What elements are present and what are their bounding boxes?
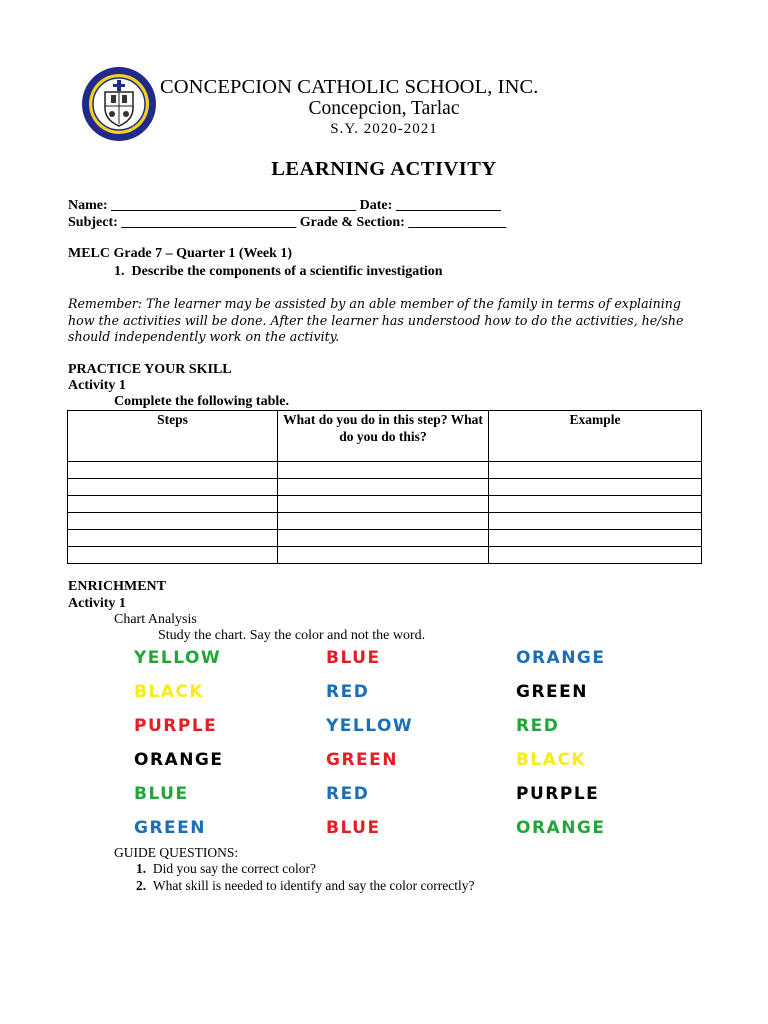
table-cell[interactable] — [278, 530, 489, 547]
color-word: PURPLE — [516, 784, 600, 804]
table-cell[interactable] — [68, 496, 278, 513]
table-cell[interactable] — [68, 530, 278, 547]
table-row — [68, 496, 702, 513]
chart-row — [134, 682, 694, 716]
table-cell[interactable] — [68, 513, 278, 530]
chart-analysis-label: Chart Analysis — [114, 612, 197, 627]
color-word: ORANGE — [516, 818, 606, 838]
color-word: YELLOW — [134, 648, 222, 668]
subject-label: Subject: — [68, 215, 122, 230]
grade-label: Grade & Section: — [296, 215, 409, 230]
color-word: YELLOW — [326, 716, 414, 736]
color-word: ORANGE — [134, 750, 224, 770]
table-cell[interactable] — [278, 547, 489, 564]
practice-activity: Activity 1 — [68, 378, 126, 393]
melc-heading: MELC Grade 7 – Quarter 1 (Week 1) — [68, 246, 293, 261]
color-word: GREEN — [134, 818, 206, 838]
table-header-row — [68, 411, 702, 462]
color-word: BLUE — [326, 648, 381, 668]
grade-field[interactable]: ______________ — [408, 215, 507, 230]
school-name: CONCEPCION CATHOLIC SCHOOL, INC. — [160, 76, 539, 98]
table-row — [68, 479, 702, 496]
header-example: Example — [489, 411, 702, 462]
table-cell[interactable] — [68, 479, 278, 496]
color-word: PURPLE — [134, 716, 218, 736]
chart-row — [134, 784, 694, 818]
table-cell[interactable] — [68, 462, 278, 479]
question-number: 2. — [136, 878, 147, 893]
steps-table — [67, 410, 702, 564]
date-label: Date: — [356, 198, 396, 213]
table-cell[interactable] — [278, 479, 489, 496]
enrichment-activity: Activity 1 — [68, 596, 126, 611]
subject-field[interactable]: _________________________ — [121, 215, 297, 230]
enrichment-heading: ENRICHMENT — [68, 579, 167, 594]
color-word: BLACK — [134, 682, 205, 702]
chart-row — [134, 648, 694, 682]
color-word: ORANGE — [516, 648, 606, 668]
header-what: What do you do in this step? What do you do this? — [278, 411, 489, 462]
question-text: What skill is needed to identify and say the color correctly? — [152, 878, 475, 893]
table-cell[interactable] — [68, 547, 278, 564]
chart-row — [134, 750, 694, 784]
practice-instruction: Complete the following table. — [114, 394, 289, 409]
table-row — [68, 513, 702, 530]
table-row — [68, 462, 702, 479]
school-location: Concepcion, Tarlac — [308, 98, 460, 119]
chart-instruction: Study the chart. Say the color and not the word. — [158, 628, 426, 643]
table-cell[interactable] — [489, 496, 702, 513]
color-word: BLACK — [516, 750, 587, 770]
color-word: RED — [326, 784, 370, 804]
chart-row — [134, 716, 694, 750]
guide-question — [136, 861, 316, 877]
subject-grade-line — [68, 215, 506, 231]
date-field[interactable]: _______________ — [395, 198, 501, 213]
table-cell[interactable] — [489, 530, 702, 547]
remember-note: Remember: The learner may be assisted by an able member of the family in terms of explaining how the activities will be done. After the learner has understood how to do the activities, he/she should independently work on the activity. — [68, 296, 684, 344]
table-cell[interactable] — [489, 462, 702, 479]
header-steps: Steps — [68, 411, 278, 462]
melc-item-number: 1. — [114, 264, 125, 279]
question-text: Did you say the correct color? — [152, 861, 316, 876]
table-row — [68, 530, 702, 547]
question-number: 1. — [136, 861, 147, 876]
name-date-line — [68, 198, 501, 214]
table-row — [68, 547, 702, 564]
name-label: Name: — [68, 198, 112, 213]
color-word: RED — [516, 716, 560, 736]
guide-question — [136, 878, 475, 894]
table-cell[interactable] — [489, 479, 702, 496]
color-word: GREEN — [326, 750, 398, 770]
color-word: RED — [326, 682, 370, 702]
color-word: GREEN — [516, 682, 588, 702]
table-cell[interactable] — [278, 462, 489, 479]
practice-heading: PRACTICE YOUR SKILL — [68, 362, 232, 377]
table-cell[interactable] — [278, 496, 489, 513]
name-field[interactable]: ___________________________________ — [111, 198, 357, 213]
melc-item-text: Describe the components of a scientific investigation — [131, 264, 443, 279]
color-word-chart — [134, 648, 694, 852]
melc-item — [114, 264, 443, 280]
guide-questions-heading: GUIDE QUESTIONS: — [114, 845, 239, 860]
color-word: BLUE — [326, 818, 381, 838]
school-year: S.Y. 2020-2021 — [330, 121, 438, 137]
table-cell[interactable] — [278, 513, 489, 530]
page-title: LEARNING ACTIVITY — [271, 158, 497, 180]
table-cell[interactable] — [489, 513, 702, 530]
table-cell[interactable] — [489, 547, 702, 564]
color-word: BLUE — [134, 784, 189, 804]
